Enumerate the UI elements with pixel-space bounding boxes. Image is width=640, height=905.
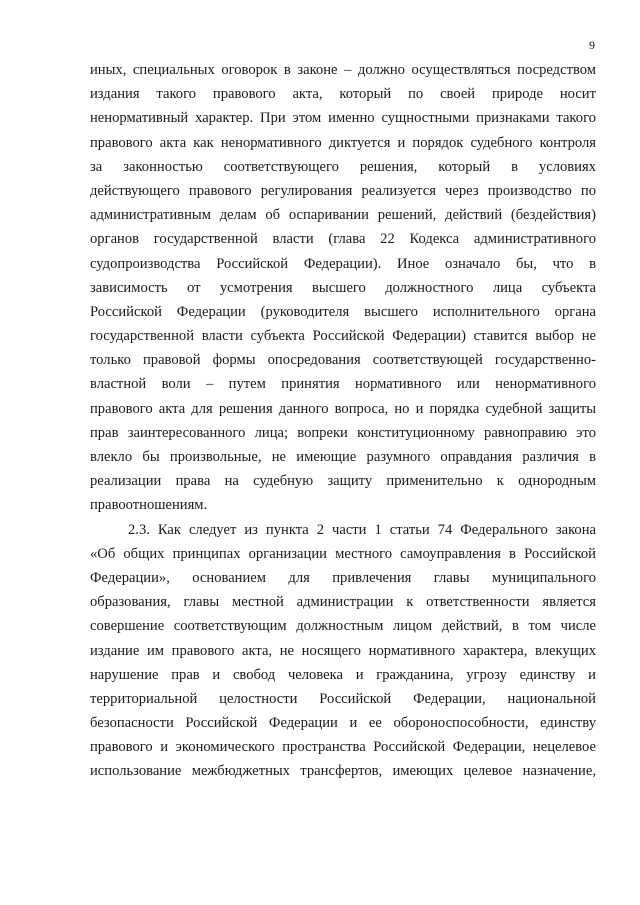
- text-line: за законностью соответствующего решения, который в условиях: [90, 158, 596, 175]
- body-text: [90, 58, 596, 784]
- text-line: государственной власти субъекта Российской Федерации) ставится выбор не: [90, 328, 596, 345]
- text-line: правового акта как ненормативного диктуется и порядок судебного контроля: [90, 134, 596, 151]
- page-number: 9: [589, 38, 595, 52]
- text-line: ненормативный характер. При этом именно сущностными признаками такого: [90, 110, 596, 127]
- text-line: образования, главы местной администрации к ответственности является: [90, 594, 596, 611]
- text-line: территориальной целостности Российской Федерации, национальной: [90, 690, 596, 707]
- text-line: влекло бы произвольные, не имеющие разумного оправдания различия в: [90, 449, 596, 465]
- text-line: административным делам об оспаривании решений, действий (бездействия): [90, 207, 596, 224]
- text-line: правового акта для решения данного вопроса, но и порядка судебной защиты: [90, 400, 596, 417]
- text-line: использование межбюджетных трансфертов, имеющих целевое назначение,: [90, 763, 596, 780]
- text-line: «Об общих принципах организации местного самоуправления в Российской: [90, 545, 596, 562]
- text-line: иных, специальных оговорок в законе – должно осуществляться посредством: [90, 62, 596, 78]
- text-line: издание им правового акта, не носящего нормативного характера, влекущих: [90, 642, 596, 659]
- text-line: реализации права на судебную защиту применительно к однородным: [90, 473, 596, 490]
- text-line: безопасности Российской Федерации и ее обороноспособности, единству: [90, 715, 596, 732]
- text-line: правоотношениям.: [90, 497, 208, 514]
- text-line: только правовой формы опосредования соответствующей государственно-: [90, 352, 596, 369]
- text-line: издания такого правового акта, который по своей природе носит: [90, 86, 596, 103]
- text-line: прав заинтересованного лица; вопреки конституционному равноправию это: [90, 424, 596, 441]
- text-line: 2.3. Как следует из пункта 2 части 1 статьи 74 Федерального закона: [128, 521, 596, 538]
- text-line: правового и экономического пространства Российской Федерации, нецелевое: [90, 739, 596, 756]
- text-line: действующего правового регулирования реализуется через производство по: [90, 182, 596, 199]
- text-line: зависимость от усмотрения высшего должностного лица субъекта: [90, 279, 596, 296]
- text-line: Российской Федерации (руководителя высшего исполнительного органа: [90, 303, 596, 320]
- text-line: судопроизводства Российской Федерации). Иное означало бы, что в: [90, 255, 596, 272]
- text-line: нарушение прав и свобод человека и гражданина, угрозу единству и: [90, 666, 596, 683]
- text-line: совершение соответствующим должностным лицом действий, в том числе: [90, 618, 596, 635]
- text-line: властной воли – путем принятия нормативного или ненормативного: [90, 376, 596, 393]
- paragraph-2: [90, 518, 596, 784]
- text-line: органов государственной власти (глава 22 Кодекса административного: [90, 231, 596, 248]
- paragraph-1: [90, 58, 596, 518]
- text-line: Федерации», основанием для привлечения главы муниципального: [90, 569, 596, 586]
